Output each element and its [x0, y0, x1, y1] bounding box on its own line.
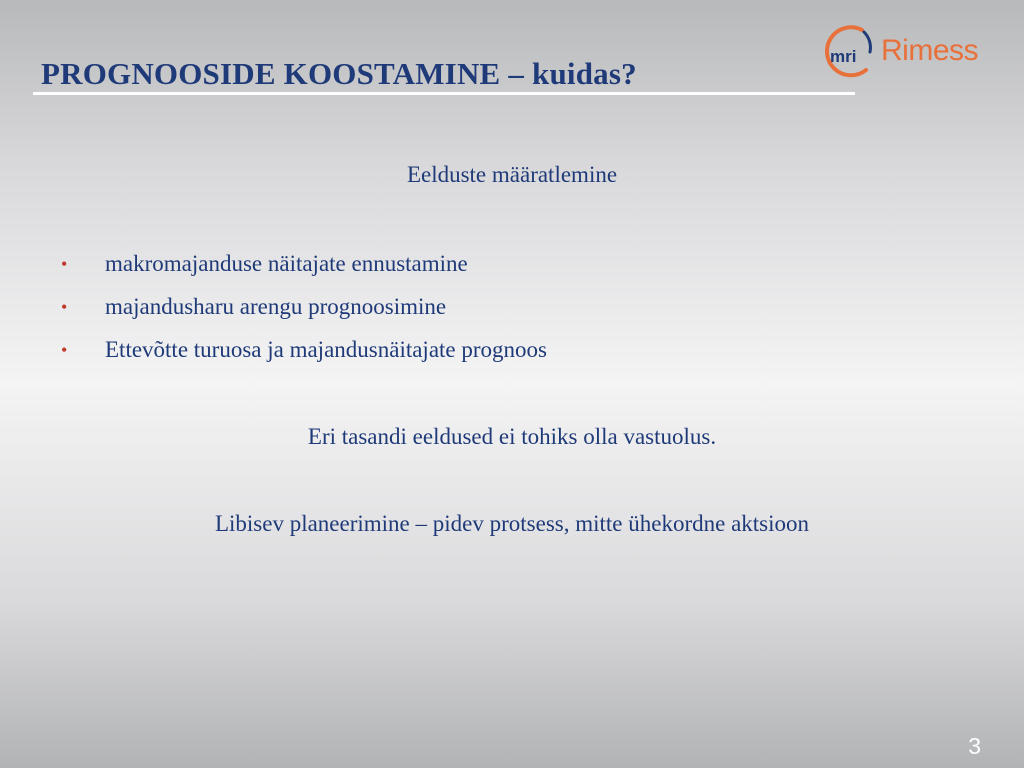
title-underline — [33, 92, 855, 95]
logo-brand-text: Rimess — [881, 34, 979, 67]
statement-rolling-planning: Libisev planeerimine – pidev protsess, mitte ühekordne aktsioon — [214, 511, 810, 536]
company-logo — [824, 22, 994, 82]
mri-logo-icon — [824, 22, 880, 82]
list-item — [58, 293, 547, 321]
list-item-text: makromajanduse näitajate ennustamine — [105, 251, 468, 276]
bullet-icon: • — [61, 254, 68, 274]
list-item — [58, 336, 547, 364]
list-item — [58, 250, 547, 278]
statement-consistency: Eri tasandi eeldused ei tohiks olla vastuolus. — [307, 424, 717, 449]
slide-title: PROGNOOSIDE KOOSTAMINE – kuidas? — [41, 56, 637, 91]
page-number: 3 — [968, 733, 981, 759]
bullet-icon: • — [61, 340, 68, 360]
bullet-list — [58, 250, 547, 379]
bullet-icon: • — [61, 297, 68, 317]
logo-mark-text: mri — [830, 47, 857, 66]
section-subtitle: Eelduste määratlemine — [406, 162, 618, 187]
list-item-text: majandusharu arengu prognoosimine — [105, 294, 447, 319]
list-item-text: Ettevõtte turuosa ja majandusnäitajate prognoos — [105, 337, 547, 362]
